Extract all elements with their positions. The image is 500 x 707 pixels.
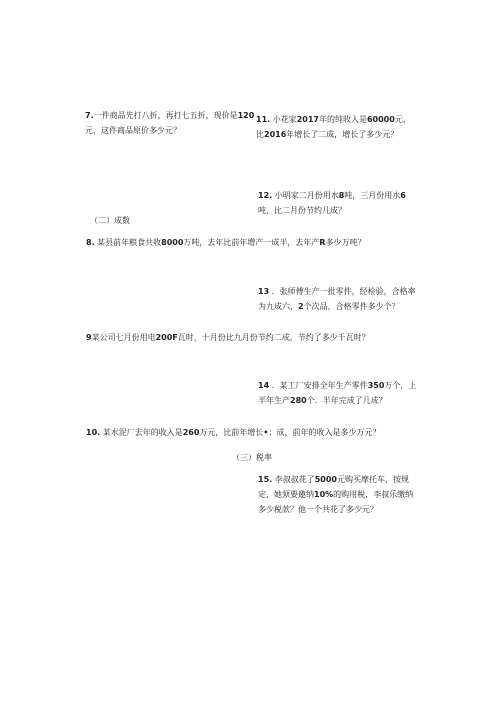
question-text: 吨，比二月份节约几成？ (258, 206, 346, 215)
question-value: R (319, 238, 326, 247)
question-9 (86, 330, 416, 345)
question-text: 多少万吨？ (325, 238, 366, 247)
question-text: ；成，前年的收入是多少万元？ (268, 428, 381, 437)
question-text: ．张师傅生产一批零件，经检验，合格率为九成六， (258, 287, 416, 311)
question-text: 元，比 (256, 115, 411, 139)
question-14 (258, 378, 418, 408)
question-value: 260 (182, 428, 200, 437)
question-text: 元购买摩托车，按规定，她须要邀纳 (258, 475, 409, 499)
question-7 (85, 108, 260, 138)
question-number: 10. (86, 428, 101, 437)
question-number: 8. (86, 238, 95, 247)
question-text: 的购用税，李叔乐缴纳多少税款？他一个共花了多少元？ (258, 490, 414, 514)
question-number: 7. (85, 111, 94, 120)
question-8 (86, 235, 416, 250)
question-value: 8 (338, 191, 345, 200)
question-number: 9 (86, 333, 92, 342)
question-text: ．某工厂安排全年生产零件 (271, 381, 368, 390)
question-text: 个次品，合格零件多少个？ (303, 302, 400, 311)
question-number: 15. (258, 475, 273, 484)
question-text: 瓦时，十月份比九月份节约二成，节约了多少千瓦时？ (177, 333, 370, 342)
question-number: 13 (258, 287, 270, 296)
question-text: 李叔叔花了 (274, 475, 315, 484)
question-13 (258, 284, 418, 314)
question-11 (256, 112, 416, 142)
question-text: 万个，上半年生产 (258, 381, 417, 405)
question-value: 5000 (314, 475, 337, 484)
question-15 (258, 472, 418, 517)
question-text: 元，这件商品原价多少元？ (85, 126, 181, 135)
question-number: 11. (256, 115, 271, 124)
question-number: 14 (258, 381, 270, 390)
question-value: 10% (314, 490, 334, 499)
question-text: 万元，比前年增长 (199, 428, 264, 437)
question-text: 小花家 (272, 115, 297, 124)
question-value: 200F (155, 333, 178, 342)
section-heading-tax-rate: （三）税率 (232, 453, 272, 462)
question-text: 吨，三月份用水 (344, 191, 401, 200)
question-value: 2 (298, 302, 304, 311)
question-number: 12. (258, 191, 273, 200)
question-text: 某县前年粮食共收 (97, 238, 162, 247)
question-text: 某公司七月份用电 (91, 333, 156, 342)
question-value: 2017 (296, 115, 319, 124)
question-12 (258, 188, 418, 218)
question-text: 个．半年完成了几成？ (306, 396, 387, 405)
question-text: 年增长了二成，增长了多少元？ (286, 130, 399, 139)
question-value: 2016 (264, 130, 287, 139)
question-value: 280 (290, 396, 307, 405)
question-10 (86, 425, 416, 440)
question-text: 年的纯收入是 (318, 115, 367, 124)
question-text: 万吨，去年比前年增产一成半，去年产 (183, 238, 320, 247)
question-value: 120 (237, 111, 255, 120)
question-text: 某水泥厂去年的收入是 (102, 428, 183, 437)
question-value: • (263, 428, 269, 437)
question-text: 一件商品先打八折，再打七五折，现价是 (93, 111, 238, 120)
question-value: 8000 (161, 238, 184, 247)
question-value: 60000 (366, 115, 395, 124)
question-value: 6 (400, 191, 406, 200)
question-text: 小明家二月份用水 (274, 191, 339, 200)
section-heading-proportion: （二）成数 (90, 216, 130, 225)
question-value: 350 (367, 381, 385, 390)
